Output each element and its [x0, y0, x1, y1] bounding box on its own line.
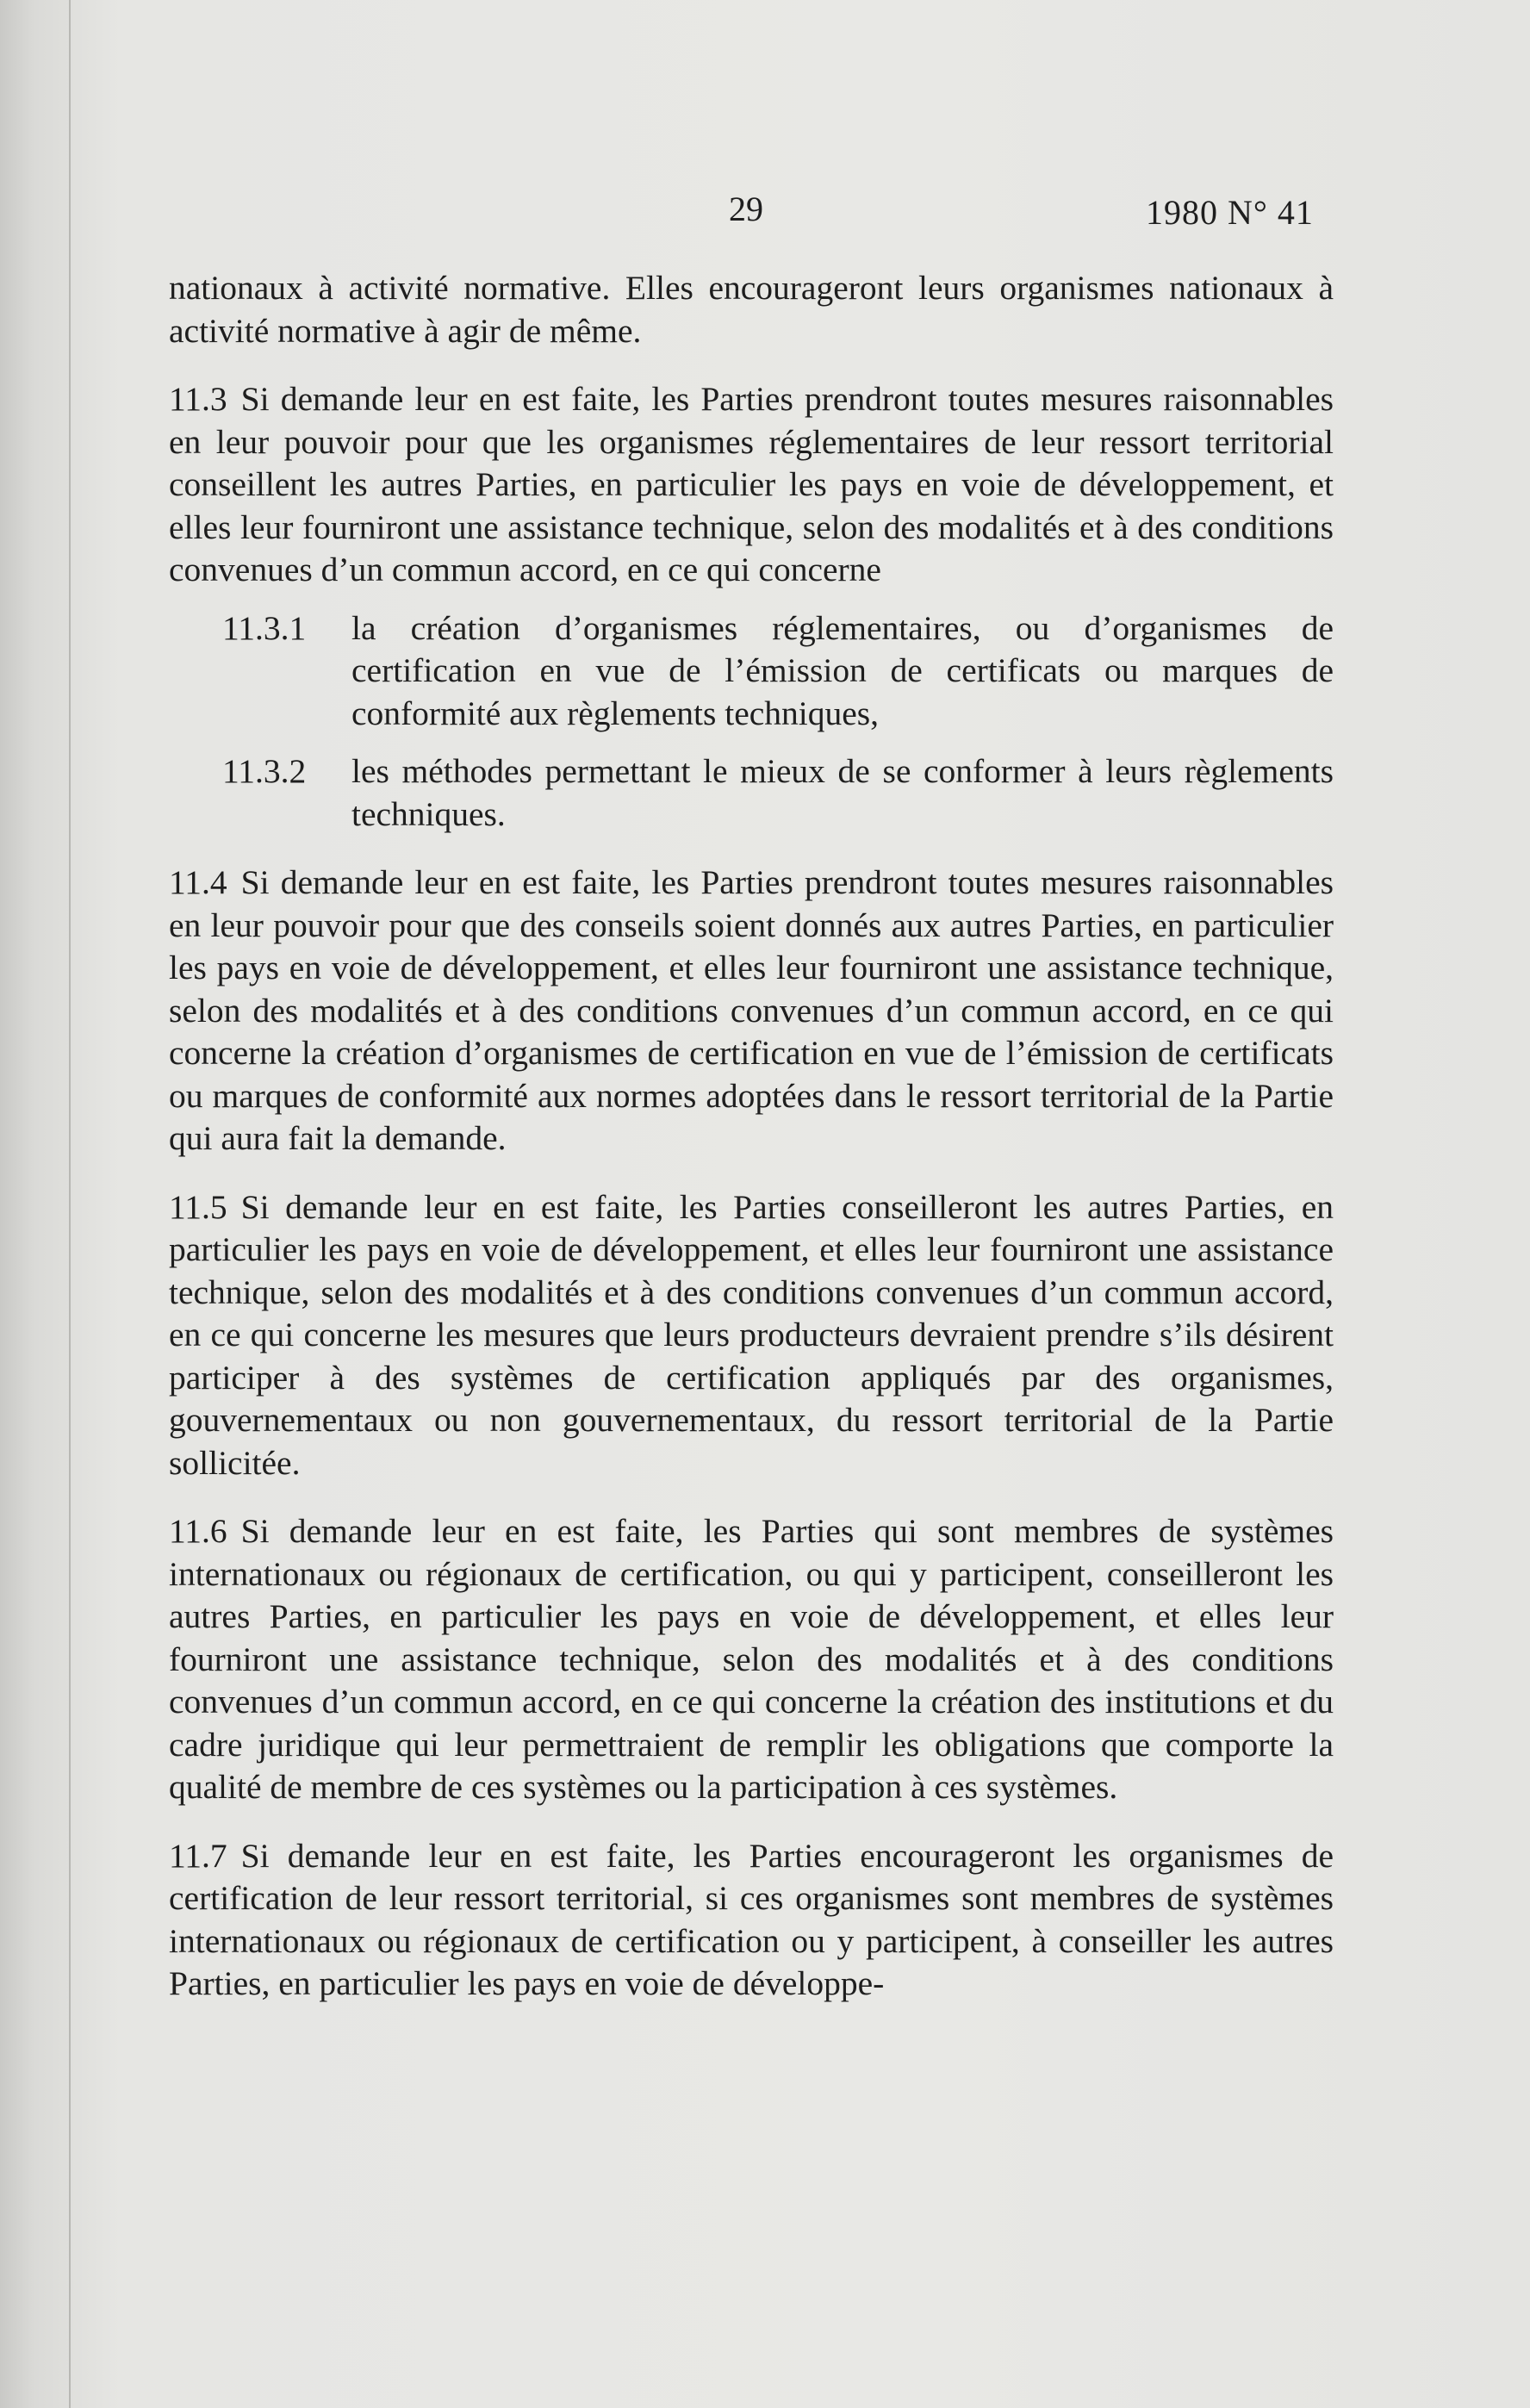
paragraph-text: Si demande leur en est faite, les Parties conseilleront les autres Parties, en particulier les pays en voie de développement, et elles leur fourniront une assistance technique, selon des modalités et à des conditions convenues d’un commun accord, en ce qui concerne les mesures que leurs producteurs devraient prendre s’ils désirent participer à des systèmes de certification appliqués par des organismes, gouvernementaux ou non gouvernementaux, du ressort territorial de la Partie sollicitée.	[169, 1187, 1334, 1482]
paragraph-11-6	[169, 1510, 1334, 1809]
paragraph-number: 11.7	[169, 1836, 227, 1875]
paragraph-number: 11.4	[169, 863, 227, 901]
document-reference: 1980 N° 41	[1146, 193, 1314, 232]
subparagraph-text: la création d’organismes réglementaires, ou d’organismes de certification en vue de l’émission de certificats ou marques de conformité aux règlements techniques,	[351, 608, 1334, 732]
paragraph-number: 11.3	[169, 380, 227, 418]
paragraph-number: 11.5	[169, 1187, 227, 1226]
paragraph-number: 11.6	[169, 1512, 227, 1550]
paragraph-11-3	[169, 378, 1334, 592]
paragraph-continuation: nationaux à activité normative. Elles encourageront leurs organismes nationaux à activité normative à agir de même.	[169, 269, 1334, 350]
paragraph-11-5	[169, 1186, 1334, 1485]
page-header	[0, 185, 1530, 237]
body-text	[169, 267, 1334, 2006]
paragraph-text: Si demande leur en est faite, les Parties encourageront les organismes de certification de leur ressort territorial, si ces organismes sont membres de systèmes internationaux ou régionaux de certification ou y participent, à conseiller les autres Parties, en particulier les pays en voie de développe-	[169, 1836, 1334, 2002]
paragraph-text: Si demande leur en est faite, les Parties qui sont membres de systèmes internationaux ou régionaux de certification, ou qui y participent, conseilleront les autres Parties, en particulier les pays en voie de développement, et elles leur fourniront une assistance technique, selon des modalités et à des conditions convenues d’un commun accord, en ce qui concerne la création des institutions et du cadre juridique qui leur permettraient de remplir les obligations que comporte la qualité de membre de ces systèmes ou la participation à ces systèmes.	[169, 1512, 1334, 1806]
subparagraph-11-3-1	[222, 607, 1334, 736]
paragraph-text: Si demande leur en est faite, les Parties prendront toutes mesures raisonnables en leur pouvoir pour que des conseils soient donnés aux autres Parties, en particulier les pays en voie de développement, et elles leur fourniront une assistance technique, selon des modalités et à des conditions convenues d’un commun accord, en ce qui concerne la création d’organismes de certification en vue de l’émission de certificats ou marques de conformité aux normes adoptées dans le ressort territorial de la Partie qui aura fait la demande.	[169, 863, 1334, 1157]
paragraph-11-7	[169, 1835, 1334, 2006]
subparagraph-11-3-2	[222, 750, 1334, 836]
subparagraph-number: 11.3.2	[222, 752, 307, 790]
subparagraph-text: les méthodes permettant le mieux de se conformer à leurs règlements techniques.	[351, 752, 1334, 833]
page-number: 29	[729, 190, 763, 228]
subparagraph-number: 11.3.1	[222, 608, 307, 647]
binding-edge	[69, 0, 71, 2408]
paragraph-text: Si demande leur en est faite, les Parties prendront toutes mesures raisonnables en leur pouvoir pour que les organismes réglementaires de leur ressort territorial conseillent les autres Parties, en particulier les pays en voie de développement, et elles leur fourniront une assistance technique, selon des modalités et à des conditions convenues d’un commun accord, en ce qui concerne	[169, 380, 1334, 588]
paragraph-11-4	[169, 862, 1334, 1160]
